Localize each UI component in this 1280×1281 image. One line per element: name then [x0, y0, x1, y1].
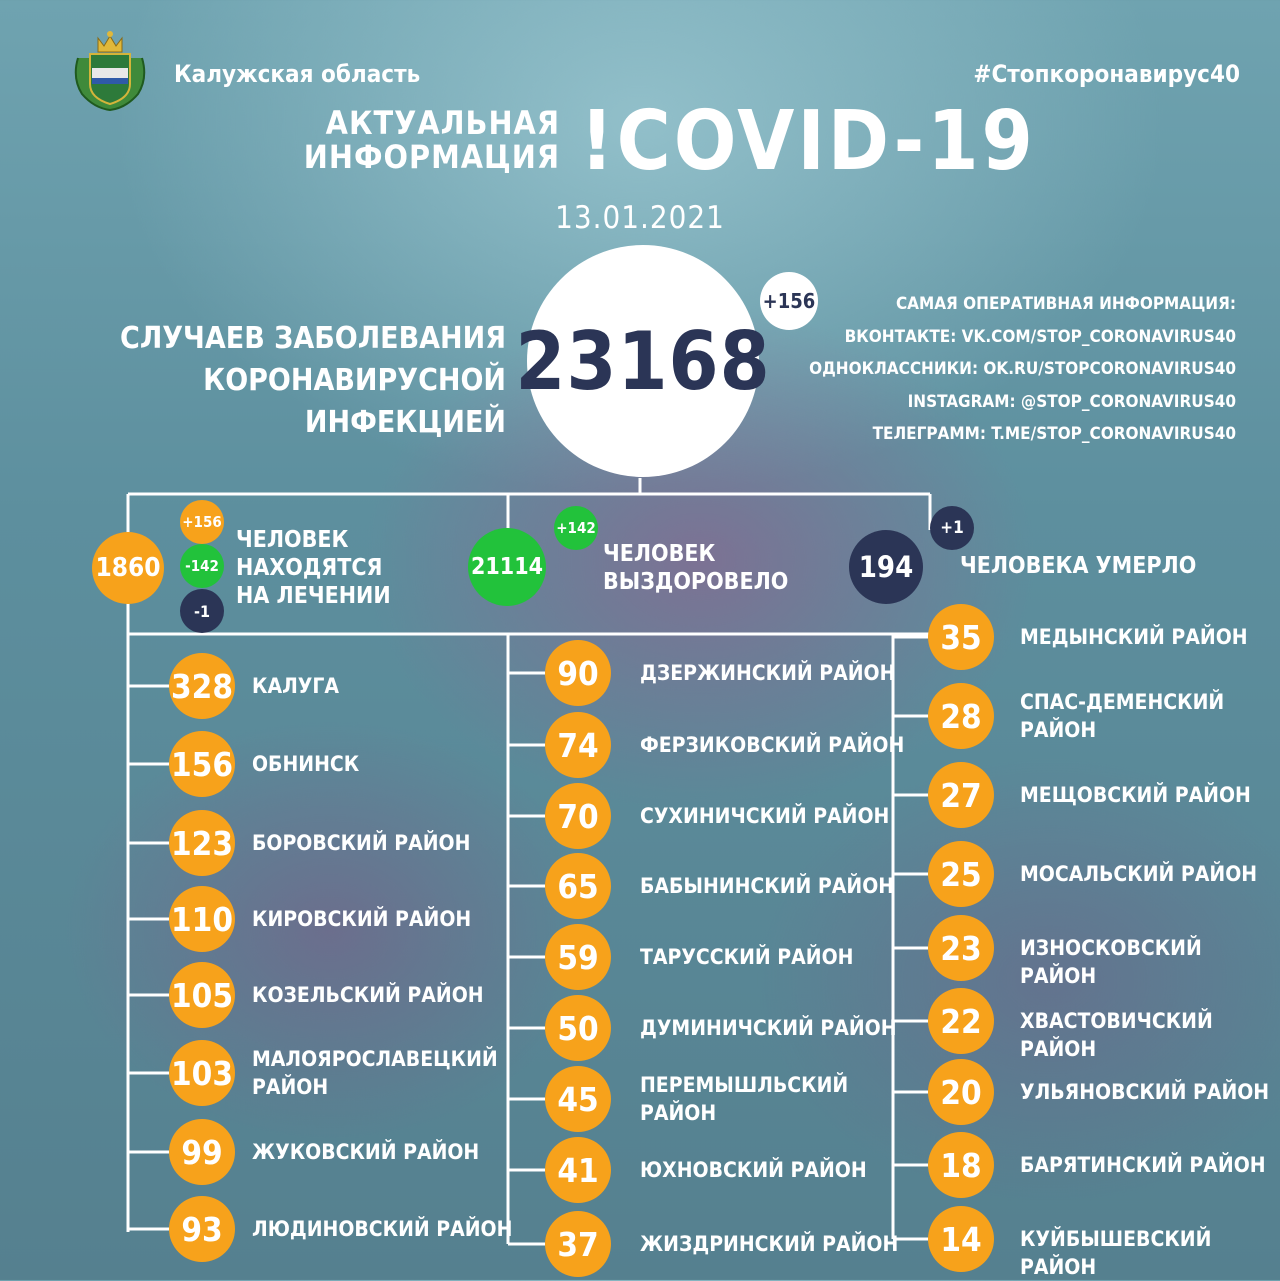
district-name: [252, 981, 484, 1009]
treatment-label-line-3: НА ЛЕЧЕНИИ: [236, 583, 391, 609]
district-value: 90: [545, 640, 611, 706]
district-value: 156: [169, 731, 235, 797]
treatment-label-line-1: ЧЕЛОВЕК: [236, 527, 349, 553]
contact-instagram: INSTAGRAM: @STOP_CORONAVIRUS40: [907, 391, 1236, 412]
district-name-line-2: РАЙОН: [1020, 718, 1097, 742]
district-name: [640, 659, 895, 687]
district-name-line-1: КУЙБЫШЕВСКИЙ РАЙОН: [1020, 1227, 1212, 1279]
district-value: 70: [545, 783, 611, 849]
district-name: [1020, 781, 1251, 809]
hashtag: #Стопкоронавирус40: [973, 60, 1240, 88]
district-name: [640, 1156, 867, 1184]
treatment-value: 1860: [92, 532, 164, 604]
district-name-line-1: МАЛОЯРОСЛАВЕЦКИЙ: [252, 1047, 498, 1071]
recovered-value: 21114: [468, 528, 546, 606]
contacts-block: [809, 288, 1236, 451]
treatment-label-line-2: НАХОДЯТСЯ: [236, 555, 383, 581]
district-name-line-1: ТАРУССКИЙ РАЙОН: [640, 945, 854, 969]
district-name-line-1: КОЗЕЛЬСКИЙ РАЙОН: [252, 983, 484, 1007]
district-name: [640, 1014, 897, 1042]
recovered-delta-badge: +142: [554, 506, 598, 550]
treatment-recovered-badge: -142: [180, 544, 224, 588]
district-name-line-2: РАЙОН: [252, 1075, 329, 1099]
district-value: 50: [545, 995, 611, 1061]
district-name: [252, 672, 339, 700]
district-value: 25: [928, 841, 994, 907]
district-name: [640, 802, 889, 830]
cases-label-line-1: СЛУЧАЕВ ЗАБОЛЕВАНИЯ: [120, 321, 506, 356]
died-delta-badge: +1: [930, 506, 974, 550]
cases-label: [0, 318, 506, 444]
died-value: 194: [849, 530, 923, 604]
district-name: [252, 829, 470, 857]
district-value: 37: [545, 1211, 611, 1277]
total-cases-delta: +156: [760, 272, 818, 330]
district-name: [1020, 1007, 1280, 1063]
contact-ok: ОДНОКЛАССНИКИ: OK.RU/STOPCORONAVIRUS40: [809, 359, 1236, 379]
district-name: [1020, 1151, 1266, 1179]
district-value: 103: [169, 1040, 235, 1106]
district-name-line-2: РАЙОН: [640, 1101, 717, 1125]
district-name: [252, 1215, 512, 1243]
district-value: 14: [928, 1206, 994, 1272]
district-name: [1020, 934, 1280, 990]
district-name-line-1: БАРЯТИНСКИЙ РАЙОН: [1020, 1153, 1266, 1177]
district-name-line-1: ЛЮДИНОВСКИЙ РАЙОН: [252, 1217, 513, 1241]
district-value: 35: [928, 604, 994, 670]
district-name-line-1: ЮХНОВСКИЙ РАЙОН: [640, 1158, 867, 1182]
district-name: [1020, 1078, 1269, 1106]
subtitle-line-2: ИНФОРМАЦИЯ: [303, 138, 560, 176]
district-name-line-1: ДУМИНИЧСКИЙ РАЙОН: [640, 1016, 897, 1040]
district-name: [640, 731, 904, 759]
district-name: [252, 1138, 479, 1166]
district-name-line-1: КАЛУГА: [252, 674, 339, 698]
region-name: Калужская область: [174, 60, 421, 88]
district-value: 65: [545, 853, 611, 919]
district-name: [1020, 688, 1224, 744]
district-name-line-1: МОСАЛЬСКИЙ РАЙОН: [1020, 862, 1258, 886]
district-name-line-1: МЕЩОВСКИЙ РАЙОН: [1020, 783, 1251, 807]
district-value: 328: [169, 653, 235, 719]
contact-vk: ВКОНТАКТЕ: VK.COM/STOP_CORONAVIRUS40: [844, 326, 1236, 347]
district-name-line-1: ЖИЗДРИНСКИЙ РАЙОН: [640, 1232, 899, 1256]
subtitle-line-1: АКТУАЛЬНАЯ: [325, 104, 560, 142]
district-name: [1020, 623, 1248, 651]
recovered-label: [603, 540, 788, 596]
page-subtitle: [304, 106, 560, 174]
district-value: 74: [545, 712, 611, 778]
district-value: 45: [545, 1066, 611, 1132]
district-name-line-1: БОРОВСКИЙ РАЙОН: [252, 831, 471, 855]
district-value: 105: [169, 962, 235, 1028]
district-value: 20: [928, 1059, 994, 1125]
district-name-line-1: ПЕРЕМЫШЛЬСКИЙ: [640, 1073, 849, 1097]
recovered-label-line-2: ВЫЗДОРОВЕЛО: [603, 569, 789, 595]
district-name: [252, 905, 471, 933]
district-value: 23: [928, 915, 994, 981]
district-value: 18: [928, 1132, 994, 1198]
district-name: [640, 1230, 898, 1258]
district-name-line-1: ДЗЕРЖИНСКИЙ РАЙОН: [640, 661, 896, 685]
district-name-line-1: ФЕРЗИКОВСКИЙ РАЙОН: [640, 733, 905, 757]
district-name-line-1: СПАС-ДЕМЕНСКИЙ: [1020, 690, 1225, 714]
district-name: [640, 1071, 848, 1127]
treatment-died-badge: -1: [180, 589, 224, 633]
total-cases-value: 23168: [515, 314, 771, 408]
district-value: 110: [169, 886, 235, 952]
died-label: ЧЕЛОВЕКА УМЕРЛО: [960, 553, 1197, 579]
district-name: [640, 872, 894, 900]
district-value: 123: [169, 810, 235, 876]
total-cases-circle: [515, 245, 771, 477]
district-name-line-1: МЕДЫНСКИЙ РАЙОН: [1020, 625, 1248, 649]
district-name: [640, 943, 853, 971]
district-name: [1020, 860, 1257, 888]
district-value: 27: [928, 762, 994, 828]
coat-of-arms-icon: [68, 28, 152, 112]
district-name-line-1: БАБЫНИНСКИЙ РАЙОН: [640, 874, 895, 898]
district-name-line-1: ИЗНОСКОВСКИЙ РАЙОН: [1020, 936, 1202, 988]
district-value: 22: [928, 988, 994, 1054]
district-name-line-1: СУХИНИЧСКИЙ РАЙОН: [640, 804, 890, 828]
district-value: 59: [545, 924, 611, 990]
district-value: 28: [928, 683, 994, 749]
report-date: 13.01.2021: [555, 200, 725, 236]
contacts-heading: САМАЯ ОПЕРАТИВНАЯ ИНФОРМАЦИЯ:: [895, 294, 1236, 314]
recovered-label-line-1: ЧЕЛОВЕК: [603, 541, 716, 567]
contact-telegram: ТЕЛЕГРАММ: T.ME/STOP_CORONAVIRUS40: [872, 424, 1236, 444]
district-name-line-1: ОБНИНСК: [252, 752, 360, 776]
treatment-label: [236, 526, 391, 610]
district-value: 93: [169, 1196, 235, 1262]
district-name-line-1: ХВАСТОВИЧСКИЙ РАЙОН: [1020, 1009, 1213, 1061]
district-name-line-1: ЖУКОВСКИЙ РАЙОН: [252, 1140, 480, 1164]
district-name: [252, 750, 359, 778]
district-name: [1020, 1225, 1280, 1281]
district-name: [252, 1045, 498, 1101]
cases-label-line-2: КОРОНАВИРУСНОЙ ИНФЕКЦИЕЙ: [203, 363, 506, 440]
district-name-line-1: УЛЬЯНОВСКИЙ РАЙОН: [1020, 1080, 1270, 1104]
district-value: 99: [169, 1119, 235, 1185]
treatment-plus-badge: +156: [180, 500, 224, 544]
page-title: !COVID-19: [580, 94, 1036, 189]
district-name-line-1: КИРОВСКИЙ РАЙОН: [252, 907, 472, 931]
district-value: 41: [545, 1137, 611, 1203]
